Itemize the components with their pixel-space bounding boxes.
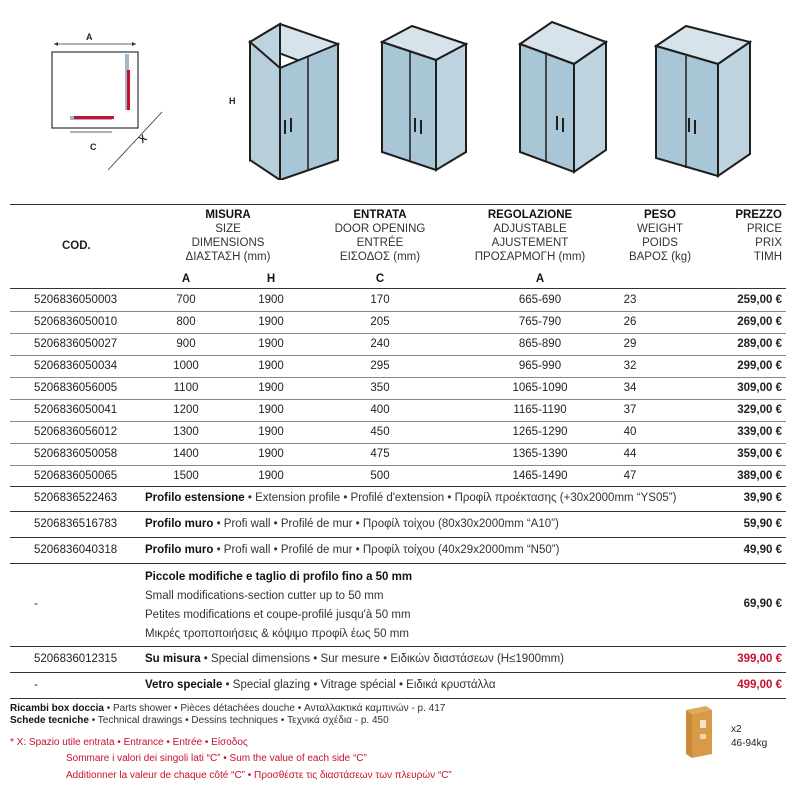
header-regolazione: REGOLAZIONE ADJUSTABLE AJUSTEMENT ΠΡΟΣΑΡΜΟΓΗ (mm) xyxy=(474,209,586,263)
footer-note-sum: Sommare i valori dei singoli lati “C” • Sum the value of each side “C” xyxy=(66,753,367,764)
subheader-c: C xyxy=(375,273,385,285)
table-row: 5206836056005 1100 1900 350 1065-1090 34 309,00 € xyxy=(34,382,782,394)
footer-note-add: Additionner la valeur de chaque côté “C” • Προσθέστε τις διαστάσεων των πλευρών “C” xyxy=(66,770,452,781)
package-weight: 46-94kg xyxy=(731,738,768,749)
subheader-h: H xyxy=(266,273,276,285)
shower-box-illustration-4 xyxy=(650,20,756,180)
header-cod: COD. xyxy=(62,240,91,252)
diagram-label-a: A xyxy=(86,32,93,42)
modifications-row: - Piccole modifiche e taglio di profilo fino a 50 mm Small modifications-section cutter up to 50 mm Petites modifications et coupe-profilé jusqu'à 50 mm Μικρές τροποποιήσεις & κόψιμο προφίλ έως 50 mm 69,90 € xyxy=(10,568,786,644)
diagram-label-c: C xyxy=(90,142,97,152)
shower-box-illustration-3 xyxy=(512,16,612,174)
table-top-border xyxy=(10,204,786,205)
header-misura: MISURA SIZE DIMENSIONS ΔΙΑΣΤΑΣΗ (mm) xyxy=(185,209,271,263)
custom-size-row: 5206836012315 Su misura • Special dimensions • Sur mesure • Ειδικών διαστάσεων (H≤1900mm) 399,00 € xyxy=(34,653,782,665)
table-row: 5206836056012 1300 1900 450 1265-1290 40 339,00 € xyxy=(34,426,782,438)
package-box-icon xyxy=(676,704,722,760)
accessory-row: 5206836522463 Profilo estensione • Extension profile • Profilé d'extension • Προφίλ προέκτασης (+30x2000mm “YS05”) 39,90 € xyxy=(34,492,782,504)
special-glazing-row: - Vetro speciale • Special glazing • Vitrage spécial • Ειδικά κρυστάλλα 499,00 € xyxy=(34,679,782,691)
header-entrata: ENTRATA DOOR OPENING ENTRÉE ΕΙΣΟΔΟΣ (mm) xyxy=(334,209,426,263)
header-peso: PESO WEIGHT POIDS ΒΑΡΟΣ (kg) xyxy=(628,209,692,263)
footer-drawings: Schede tecniche • Technical drawings • Dessins techniques • Τεχνικά σχέδια - p. 450 xyxy=(10,715,389,726)
diagram-label-h: H xyxy=(229,96,236,106)
modifications-title: Piccole modifiche e taglio di profilo fino a 50 mm xyxy=(145,571,413,583)
plan-diagram xyxy=(40,30,170,180)
footer-parts: Ricambi box doccia • Parts shower • Pièces détachées douche • Ανταλλακτικά καμπινών - p. 417 xyxy=(10,703,446,714)
diagram-label-x: X xyxy=(137,133,150,146)
shower-box-illustration-2 xyxy=(372,22,472,172)
table-row: 5206836050027 900 1900 240 865-890 29 289,00 € xyxy=(34,338,782,350)
table-row: 5206836050010 800 1900 205 765-790 26 269,00 € xyxy=(34,316,782,328)
table-row: 5206836050003 700 1900 170 665-690 23 259,00 € xyxy=(34,294,782,306)
table-row: 5206836050034 1000 1900 295 965-990 32 299,00 € xyxy=(34,360,782,372)
accessory-row: 5206836516783 Profilo muro • Profi wall • Profilé de mur • Προφίλ τοίχου (80x30x2000mm “A10”) 59,90 € xyxy=(34,518,782,530)
package-quantity: x2 xyxy=(731,724,742,735)
table-row: 5206836050065 1500 1900 500 1465-1490 47 389,00 € xyxy=(34,470,782,482)
accessory-row: 5206836040318 Profilo muro • Profi wall • Profilé de mur • Προφίλ τοίχου (40x29x2000mm “N50”) 49,90 € xyxy=(34,544,782,556)
subheader-adj: A xyxy=(535,273,545,285)
table-row: 5206836050041 1200 1900 400 1165-1190 37 329,00 € xyxy=(34,404,782,416)
header-prezzo: PREZZO PRICE PRIX ΤΙΜΗ xyxy=(735,209,782,263)
shower-box-illustration-1 xyxy=(238,20,348,180)
table-row: 5206836050058 1400 1900 475 1365-1390 44 359,00 € xyxy=(34,448,782,460)
footer-note-entrance: * X: Spazio utile entrata • Entrance • Entrée • Είσοδος xyxy=(10,737,248,748)
subheader-a: A xyxy=(181,273,191,285)
